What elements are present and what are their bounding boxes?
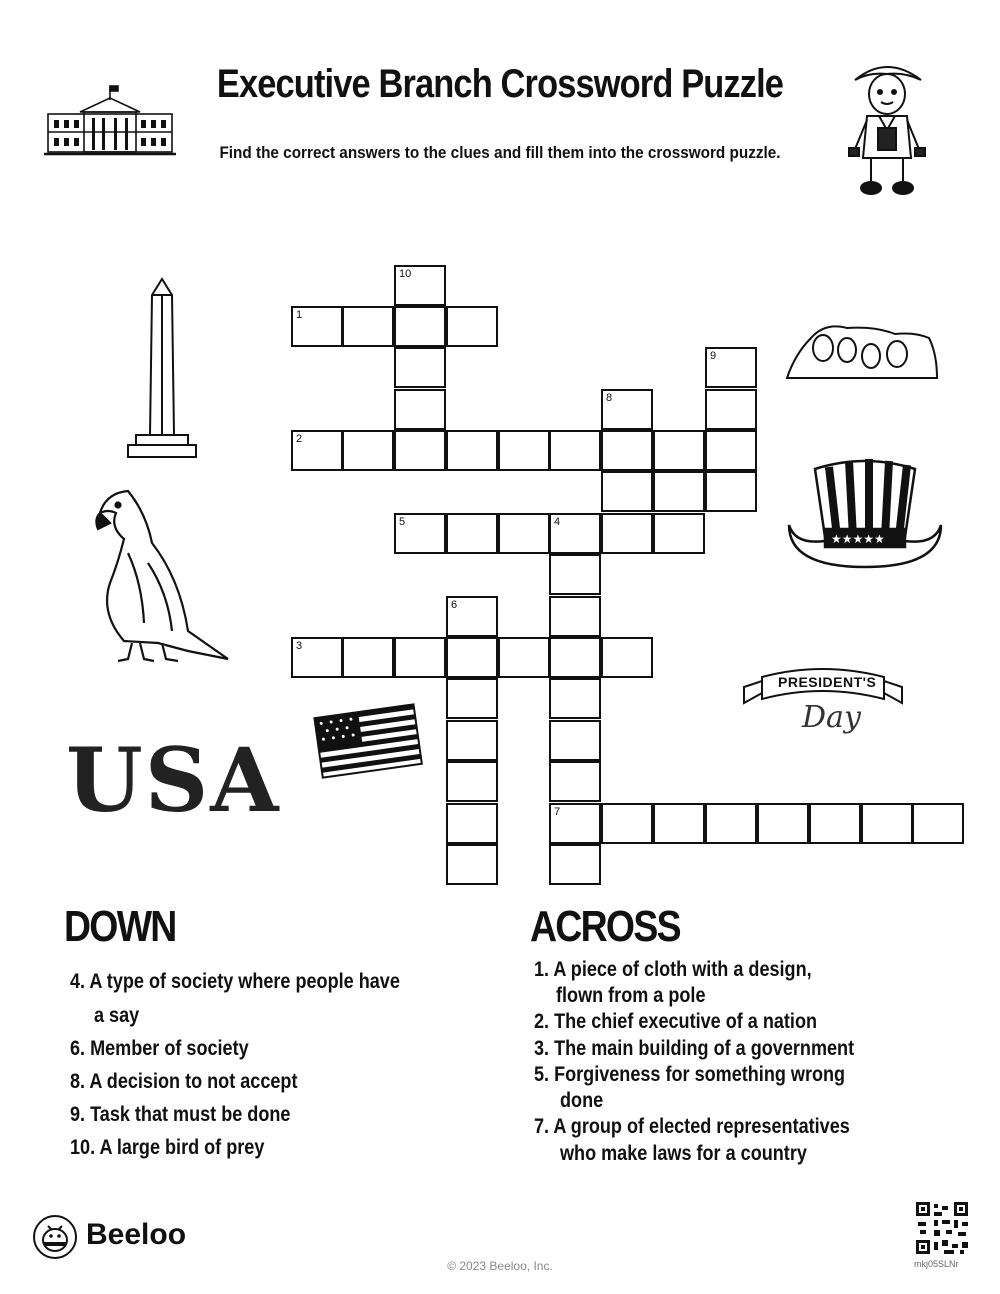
grid-cell[interactable] bbox=[498, 430, 550, 471]
down-clue-8: 8. A decision to not accept bbox=[70, 1070, 298, 1093]
usa-text: USA bbox=[66, 728, 281, 832]
bald-eagle-icon bbox=[88, 483, 236, 668]
clue-number: 3 bbox=[296, 640, 303, 652]
grid-cell[interactable] bbox=[342, 637, 394, 678]
across-clue-5: 5. Forgiveness for something wrong bbox=[534, 1063, 846, 1086]
grid-cell[interactable] bbox=[705, 347, 757, 388]
grid-cell[interactable] bbox=[446, 720, 498, 761]
across-clue-2: 2. The chief executive of a nation bbox=[534, 1010, 818, 1033]
clue-number: 10 bbox=[399, 268, 412, 280]
washington-monument-icon bbox=[122, 275, 202, 463]
presidents-banner-text: PRESIDENT'S bbox=[778, 674, 877, 690]
grid-cell[interactable] bbox=[446, 430, 498, 471]
grid-cell[interactable] bbox=[549, 678, 601, 719]
grid-cell[interactable] bbox=[549, 513, 601, 554]
grid-cell[interactable] bbox=[446, 678, 498, 719]
grid-cell[interactable] bbox=[549, 596, 601, 637]
uncle-sam-hat-icon bbox=[785, 455, 945, 573]
grid-cell[interactable] bbox=[601, 513, 653, 554]
down-clue-9: 9. Task that must be done bbox=[70, 1103, 291, 1126]
grid-cell[interactable] bbox=[394, 347, 446, 388]
grid-cell[interactable] bbox=[705, 430, 757, 471]
grid-cell[interactable] bbox=[549, 430, 601, 471]
clue-number: 6 bbox=[451, 599, 458, 611]
clue-number: 1 bbox=[296, 309, 303, 321]
grid-cell[interactable] bbox=[446, 803, 498, 844]
grid-cell[interactable] bbox=[601, 389, 653, 430]
across-clue-7: 7. A group of elected representatives bbox=[534, 1115, 850, 1138]
clue-number: 8 bbox=[606, 392, 613, 404]
grid-cell[interactable] bbox=[394, 389, 446, 430]
grid-cell[interactable] bbox=[394, 306, 446, 347]
grid-cell[interactable] bbox=[549, 761, 601, 802]
grid-cell[interactable] bbox=[291, 306, 343, 347]
grid-cell[interactable] bbox=[809, 803, 861, 844]
grid-cell[interactable] bbox=[653, 471, 705, 512]
grid-cell[interactable] bbox=[705, 389, 757, 430]
mount-rushmore-icon bbox=[785, 318, 940, 382]
grid-cell[interactable] bbox=[653, 803, 705, 844]
clue-number: 5 bbox=[399, 516, 406, 528]
grid-cell[interactable] bbox=[601, 637, 653, 678]
grid-cell[interactable] bbox=[705, 471, 757, 512]
grid-cell[interactable] bbox=[601, 471, 653, 512]
grid-cell[interactable] bbox=[394, 513, 446, 554]
grid-cell[interactable] bbox=[446, 844, 498, 885]
presidents-day-text: Day bbox=[802, 700, 861, 735]
across-clue-1: 1. A piece of cloth with a design, bbox=[534, 958, 812, 981]
grid-cell[interactable] bbox=[601, 430, 653, 471]
grid-cell[interactable] bbox=[861, 803, 913, 844]
grid-cell[interactable] bbox=[653, 430, 705, 471]
copyright: © 2023 Beeloo, Inc. bbox=[447, 1259, 553, 1273]
grid-cell[interactable] bbox=[601, 803, 653, 844]
grid-cell[interactable] bbox=[549, 844, 601, 885]
qr-code-label: mkj05SLNr bbox=[914, 1259, 959, 1269]
grid-cell[interactable] bbox=[394, 430, 446, 471]
across-clue-5-cont: done bbox=[560, 1089, 604, 1112]
beeloo-bee-icon bbox=[32, 1214, 78, 1260]
grid-cell[interactable] bbox=[757, 803, 809, 844]
grid-cell[interactable] bbox=[705, 803, 757, 844]
svg-text:★★★★★: ★★★★★ bbox=[831, 532, 885, 546]
across-heading: ACROSS bbox=[530, 902, 680, 951]
down-heading: DOWN bbox=[64, 902, 176, 951]
clue-number: 2 bbox=[296, 433, 303, 445]
down-clue-4-cont: a say bbox=[94, 1004, 140, 1027]
grid-cell[interactable] bbox=[446, 596, 498, 637]
grid-cell[interactable] bbox=[446, 761, 498, 802]
grid-cell[interactable] bbox=[653, 513, 705, 554]
grid-cell[interactable] bbox=[549, 720, 601, 761]
qr-code-icon bbox=[916, 1202, 968, 1254]
beeloo-logo-text: Beeloo bbox=[86, 1218, 187, 1251]
grid-cell[interactable] bbox=[291, 637, 343, 678]
grid-cell[interactable] bbox=[446, 637, 498, 678]
american-flag-icon bbox=[312, 697, 424, 783]
grid-cell[interactable] bbox=[342, 430, 394, 471]
grid-cell[interactable] bbox=[394, 265, 446, 306]
clue-number: 4 bbox=[554, 516, 561, 528]
across-clue-7-cont: who make laws for a country bbox=[560, 1142, 807, 1165]
grid-cell[interactable] bbox=[912, 803, 964, 844]
down-clue-4: 4. A type of society where people have bbox=[70, 970, 400, 993]
down-clue-6: 6. Member of society bbox=[70, 1037, 249, 1060]
across-clue-3: 3. The main building of a government bbox=[534, 1037, 855, 1060]
grid-cell[interactable] bbox=[394, 637, 446, 678]
clue-number: 7 bbox=[554, 806, 561, 818]
across-clue-1-cont: flown from a pole bbox=[556, 984, 706, 1007]
clue-number: 9 bbox=[710, 350, 717, 362]
grid-cell[interactable] bbox=[498, 513, 550, 554]
grid-cell[interactable] bbox=[498, 637, 550, 678]
grid-cell[interactable] bbox=[549, 637, 601, 678]
grid-cell[interactable] bbox=[549, 803, 601, 844]
grid-cell[interactable] bbox=[446, 306, 498, 347]
grid-cell[interactable] bbox=[291, 430, 343, 471]
grid-cell[interactable] bbox=[549, 554, 601, 595]
page-title: Executive Branch Crossword Puzzle bbox=[216, 62, 784, 106]
grid-cell[interactable] bbox=[446, 513, 498, 554]
instructions: Find the correct answers to the clues and fill them into the crossword puzzle. bbox=[219, 143, 781, 162]
grid-cell[interactable] bbox=[342, 306, 394, 347]
down-clue-10: 10. A large bird of prey bbox=[70, 1136, 265, 1159]
